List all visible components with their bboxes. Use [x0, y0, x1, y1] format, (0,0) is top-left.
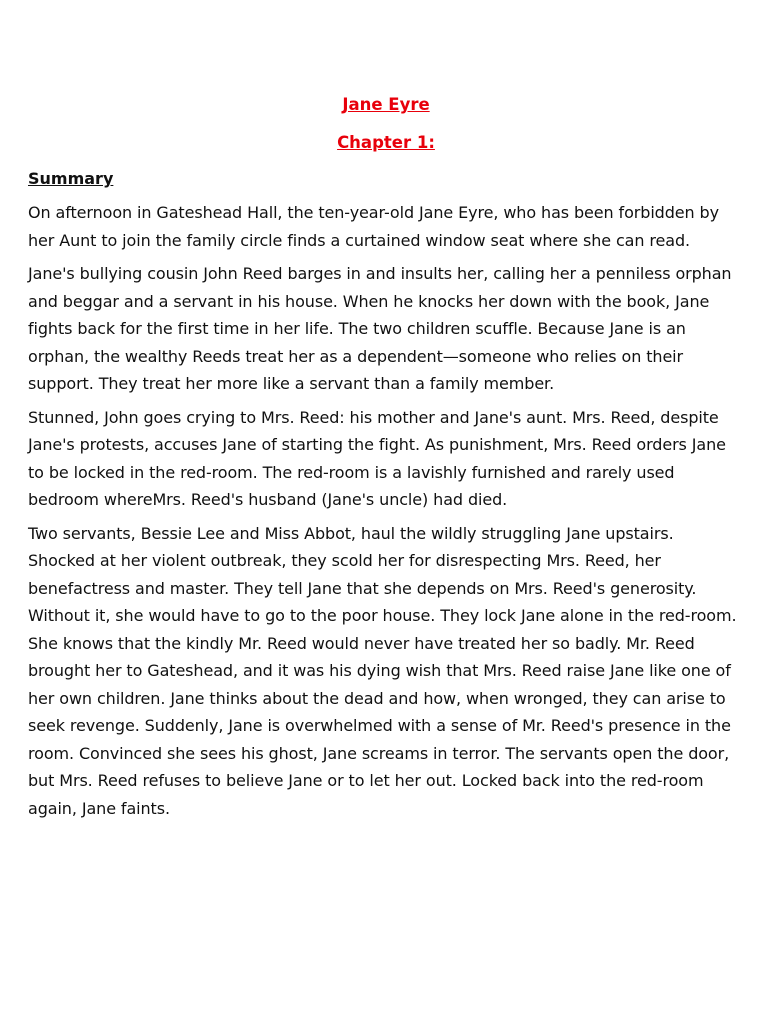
paragraph-1: On afternoon in Gateshead Hall, the ten-year-old Jane Eyre, who has been forbidden by her Aunt to join the family circle finds a curtained window seat where she can read.: [28, 203, 719, 250]
document-title: Jane Eyre: [342, 95, 430, 114]
paragraph-4: Two servants, Bessie Lee and Miss Abbot, haul the wildly struggling Jane upstairs. Shocked at her violent outbreak, they scold her for disrespecting Mrs. Reed, her benefactress and master. They tell Jane that she depends on Mrs. Reed's generosity. Without it, she would have to go to the poor house. They lock Jane alone in the red-room. She knows that the kindly Mr. Reed would never have treated her so badly. Mr. Reed brought her to Gateshead, and it was his dying wish that Mrs. Reed raise Jane like one of her own children. Jane thinks about the dead and how, when wronged, they can arise to seek revenge. Suddenly, Jane is overwhelmed with a sense of Mr. Reed's presence in the room. Convinced she sees his ghost, Jane screams in terror. The servants open the door, but Mrs. Reed refuses to believe Jane or to let her out. Locked back into the red-room again, Jane faints.: [28, 523, 737, 818]
document-page: [28, 93, 744, 822]
paragraph-2: Jane's bullying cousin John Reed barges in and insults her, calling her a penniless orphan and beggar and a servant in his house. When he knocks her down with the book, Jane fights back for the first time in her life. The two children scuffle. Because Jane is an orphan, the wealthy Reeds treat her as a dependent—someone who relies on their support. They treat her more like a servant than a family member.: [28, 264, 732, 393]
summary-heading: Summary: [28, 169, 114, 188]
paragraph-3: Stunned, John goes crying to Mrs. Reed: his mother and Jane's aunt. Mrs. Reed, despite Jane's protests, accuses Jane of starting the fight. As punishment, Mrs. Reed orders Jane to be locked in the red-room. The red-room is a lavishly furnished and rarely used bedroom whereMrs. Reed's husband (Jane's uncle) had died.: [28, 407, 726, 509]
chapter-heading: Chapter 1:: [337, 133, 435, 152]
